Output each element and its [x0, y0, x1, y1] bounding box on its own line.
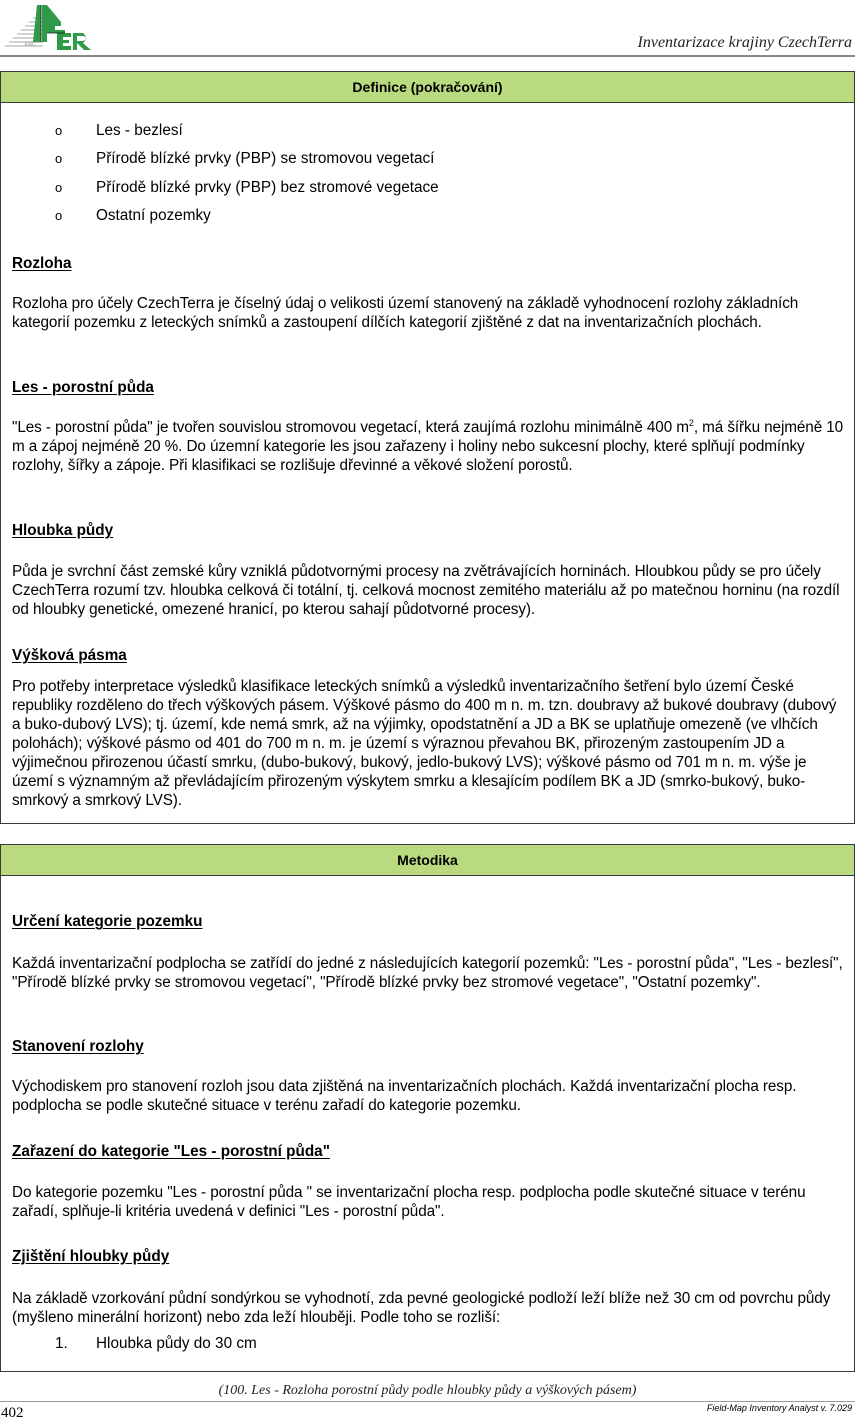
heading-rozloha: Rozloha [12, 255, 72, 272]
table-caption: (100. Les - Rozloha porostní půdy podle hloubky půdy a výškových pásem) [218, 1383, 637, 1398]
heading-zarazeni: Zařazení do kategorie "Les - porostní půda" [12, 1143, 330, 1160]
numbered-list-item [1, 1335, 801, 1355]
list-item-text: Les - bezlesí [96, 122, 183, 139]
bullet-circle-icon: o [55, 123, 63, 138]
heading-hloubka-pudy: Hloubka půdy [12, 522, 114, 539]
list-item-text: Hloubka půdy do 30 cm [96, 1335, 257, 1352]
heading-les-porostni-puda: Les - porostní půda [12, 379, 154, 396]
section-title: Definice (pokračování) [1, 72, 854, 103]
bullet-circle-icon: o [55, 208, 63, 223]
ifer-logo-icon [3, 2, 95, 52]
list-item [1, 207, 801, 227]
paragraph-urceni-kategorie: Každá inventarizační podplocha se zatřídí do jedné z následujících kategorií pozemků: "Les - porostní půda", "Les - bezlesí", "Přírodě blízké prvky se stromovou vegetací", "Přírodě blízké prvky bez stromové vegetace", "Ostatní pozemky". [12, 955, 843, 991]
superscript: 2 [688, 417, 694, 428]
header-divider [0, 55, 855, 57]
heading-zjisteni-hloubky: Zjištění hloubky půdy [12, 1248, 170, 1265]
text-part: "Les - porostní půda" je tvořen souvislou stromovou vegetací, která zaujímá rozlohu minimálně 400 m [12, 419, 689, 436]
paragraph-zarazeni: Do kategorie pozemku "Les - porostní půda " se inventarizační plocha resp. podplocha podle skutečné situace v terénu zařadí, splňuje-li kritéria uvedená v definici "Les - porostní půda". [12, 1184, 806, 1220]
paragraph-stanoveni-rozlohy: Východiskem pro stanovení rozloh jsou data zjištěná na inventarizačních plochách. Každá inventarizační plocha resp. podplocha se podle skutečné situace v terénu zařadí do kategorie pozemku. [12, 1078, 797, 1114]
document-title: Inventarizace krajiny CzechTerra [637, 34, 852, 51]
list-item-text: Ostatní pozemky [96, 207, 211, 224]
software-version: Field-Map Inventory Analyst v. 7.029 [706, 1403, 852, 1413]
section-definice [0, 71, 855, 824]
list-item-text: Přírodě blízké prvky (PBP) bez stromové vegetace [96, 179, 439, 196]
section-metodika [0, 844, 855, 1372]
paragraph-les-porostni-puda [12, 418, 848, 475]
page-header [0, 0, 855, 57]
heading-urceni-kategorie: Určení kategorie pozemku [12, 913, 203, 930]
text-part: , má šířku nejméně 10 m a zápoj nejméně 20 %. Do územní kategorie les jsou zařazeny i holiny nebo sukcesní plochy, které splňují podmínky rozlohy, šířky a zápoje. Při klasifikaci se rozlišuje dřevinné a věkové složení porostů. [12, 419, 844, 474]
bullet-circle-icon: o [55, 151, 63, 166]
heading-stanoveni-rozlohy: Stanovení rozlohy [12, 1038, 144, 1055]
list-item-text: Přírodě blízké prvky (PBP) se stromovou vegetací [96, 150, 435, 167]
paragraph-rozloha: Rozloha pro účely CzechTerra je číselný údaj o velikosti území stanovený na základě vyhodnocení rozlohy základních kategorií pozemku z leteckých snímků a zastoupení dílčích kategorií zjištěné z dat na inventarizačních plochách. [12, 295, 799, 331]
list-item [1, 179, 801, 199]
list-number: 1. [55, 1335, 68, 1352]
paragraph-hloubka-pudy: Půda je svrchní část zemské kůry vzniklá půdotvornými procesy na zvětrávajících horninách. Hloubkou půdy se pro účely CzechTerra rozumí tzv. hloubka celková či totální, tj. celková mocnost zemitého materiálu až po matečnou horninu (na rozdíl od hloubky genetické, omezené hranicí, po kterou sahají půdotvorné procesy). [12, 563, 840, 618]
paragraph-vyskova-pasma: Pro potřeby interpretace výsledků klasifikace leteckých snímků a výsledků inventarizačního šetření bylo území České republiky rozděleno do třech výškových pásem. Výškové pásmo do 400 m n. m. tzn. doubravy až bukové doubravy (dubový a buko-dubový LVS); tj. území, kde nemá smrk, až na výjimky, opodstatnění a JD a BK se uplatňuje omezeně (ve vlhčích polohách); výškové pásmo od 401 do 700 m n. m. je území s výraznou převahou BK, přirozeným zastoupením JD a výjimečnou přirozenou účastí smrku, (dubo-bukový, bukový, jedlo-bukový LVS); výškové pásmo od 701 m n. m. výše je území s významným až převládajícím přirozeným výskytem smrku a klesajícím podílem BK a JD (smrko-bukový, buko-smrkový a smrkový LVS). [12, 678, 837, 809]
paragraph-zjisteni-hloubky: Na základě vzorkování půdní sondýrkou se vyhodnotí, zda pevné geologické podloží leží blíže než 30 cm od povrchu půdy (myšleno minerální horizont) nebo zda leží hlouběji. Podle toho se rozliší: [12, 1290, 831, 1326]
bullet-circle-icon: o [55, 180, 63, 195]
svg-text:ERC: ERC [25, 42, 36, 48]
list-item [1, 150, 801, 170]
page-number: 402 [1, 1405, 24, 1421]
list-item [1, 122, 801, 142]
section-title: Metodika [1, 845, 854, 876]
heading-vyskova-pasma: Výšková pásma [12, 647, 127, 664]
footer-divider [0, 1401, 855, 1402]
